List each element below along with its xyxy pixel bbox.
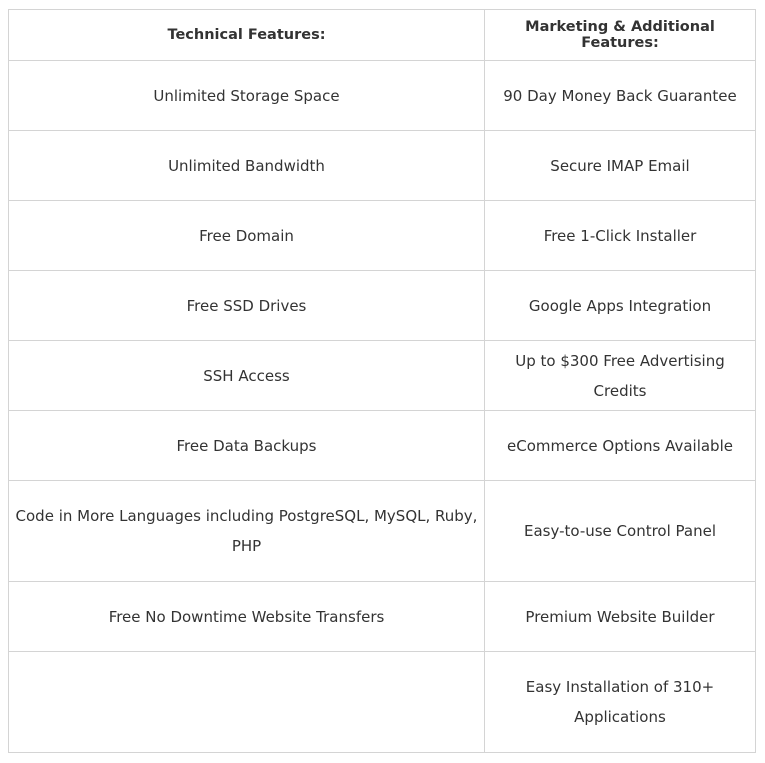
table-row xyxy=(9,582,756,652)
table-row xyxy=(9,271,756,341)
marketing-feature-cell: Secure IMAP Email xyxy=(485,131,756,201)
technical-feature-cell: Unlimited Storage Space xyxy=(9,61,485,131)
marketing-feature-cell: eCommerce Options Available xyxy=(485,411,756,481)
table-row xyxy=(9,411,756,481)
features-table xyxy=(8,9,756,753)
header-row xyxy=(9,10,756,61)
technical-feature-cell: Unlimited Bandwidth xyxy=(9,131,485,201)
marketing-feature-cell: Easy-to-use Control Panel xyxy=(485,481,756,582)
table-row xyxy=(9,61,756,131)
technical-feature-cell: SSH Access xyxy=(9,341,485,411)
technical-feature-cell: Free Data Backups xyxy=(9,411,485,481)
table-row xyxy=(9,652,756,753)
technical-feature-cell xyxy=(9,652,485,753)
header-marketing-features: Marketing & Additional Features: xyxy=(485,10,756,61)
technical-feature-cell: Code in More Languages including PostgreSQL, MySQL, Ruby, PHP xyxy=(9,481,485,582)
table-row xyxy=(9,131,756,201)
header-technical-features: Technical Features: xyxy=(9,10,485,61)
marketing-feature-cell: 90 Day Money Back Guarantee xyxy=(485,61,756,131)
marketing-feature-cell: Free 1-Click Installer xyxy=(485,201,756,271)
technical-feature-cell: Free No Downtime Website Transfers xyxy=(9,582,485,652)
table-row xyxy=(9,341,756,411)
marketing-feature-cell: Google Apps Integration xyxy=(485,271,756,341)
technical-feature-cell: Free SSD Drives xyxy=(9,271,485,341)
marketing-feature-cell: Premium Website Builder xyxy=(485,582,756,652)
marketing-feature-cell: Easy Installation of 310+ Applications xyxy=(485,652,756,753)
table-row xyxy=(9,481,756,582)
technical-feature-cell: Free Domain xyxy=(9,201,485,271)
marketing-feature-cell: Up to $300 Free Advertising Credits xyxy=(485,341,756,411)
table-row xyxy=(9,201,756,271)
